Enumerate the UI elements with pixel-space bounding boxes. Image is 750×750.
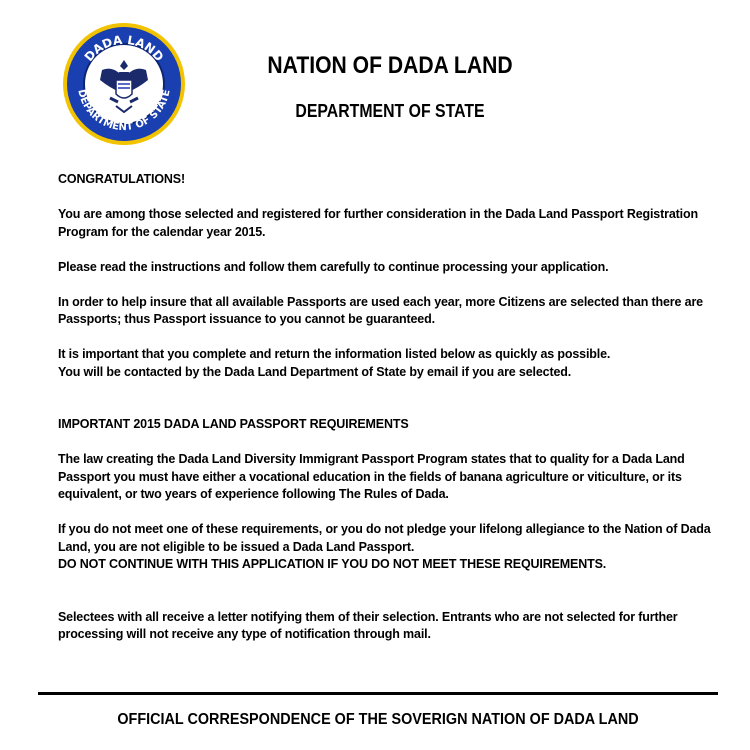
footer-text: OFFICIAL CORRESPONDENCE OF THE SOVERIGN NATION OF DADA LAND: [117, 711, 639, 728]
paragraph-law: The law creating the Dada Land Diversity Immigrant Passport Program states that to quality for a Dada Land Passport you must have either a vocational education in the fields of banana agriculture or viticulture, or its equivalent, or two years of experience following The Rules of Dada.: [58, 452, 685, 501]
paragraph-complete-line2: You will be contacted by the Dada Land Department of State by email if you are selected.: [58, 364, 572, 379]
greeting: CONGRATULATIONS!: [58, 172, 185, 186]
paragraph-complete-line1: It is important that you complete and return the information listed below as quickly as possible.: [58, 347, 611, 361]
page-title: NATION OF DADA LAND: [267, 52, 513, 79]
paragraph-instructions: Please read the instructions and follow them carefully to continue processing your application.: [58, 259, 609, 274]
seal-top-text: DADA LAND: [81, 32, 167, 65]
requirements-heading: IMPORTANT 2015 DADA LAND PASSPORT REQUIREMENTS: [58, 417, 409, 431]
warning-text: DO NOT CONTINUE WITH THIS APPLICATION IF YOU DO NOT MEET THESE REQUIREMENTS.: [58, 557, 607, 571]
page-subtitle: DEPARTMENT OF STATE: [295, 101, 485, 121]
paragraph-guarantee: In order to help insure that all available Passports are used each year, more Citizens are selected than there are Passports; thus Passport issuance to you cannot be guaranteed.: [58, 294, 703, 326]
letter-body: [58, 171, 728, 644]
seal-bottom-text: DEPARTMENT OF STATE: [75, 88, 173, 134]
department-of-state-seal: [62, 22, 186, 146]
footer-divider: [38, 692, 718, 695]
paragraph-notification: Selectees with all receive a letter notifying them of their selection. Entrants who are not selected for further processing will not receive any type of notification through mail.: [58, 609, 678, 641]
paragraph-eligibility: If you do not meet one of these requirements, or you do not pledge your lifelong allegiance to the Nation of Dada Land, you are not eligible to be issued a Dada Land Passport.: [58, 522, 711, 554]
paragraph-selection: You are among those selected and registered for further consideration in the Dada Land Passport Registration Program for the calendar year 2015.: [58, 207, 698, 239]
